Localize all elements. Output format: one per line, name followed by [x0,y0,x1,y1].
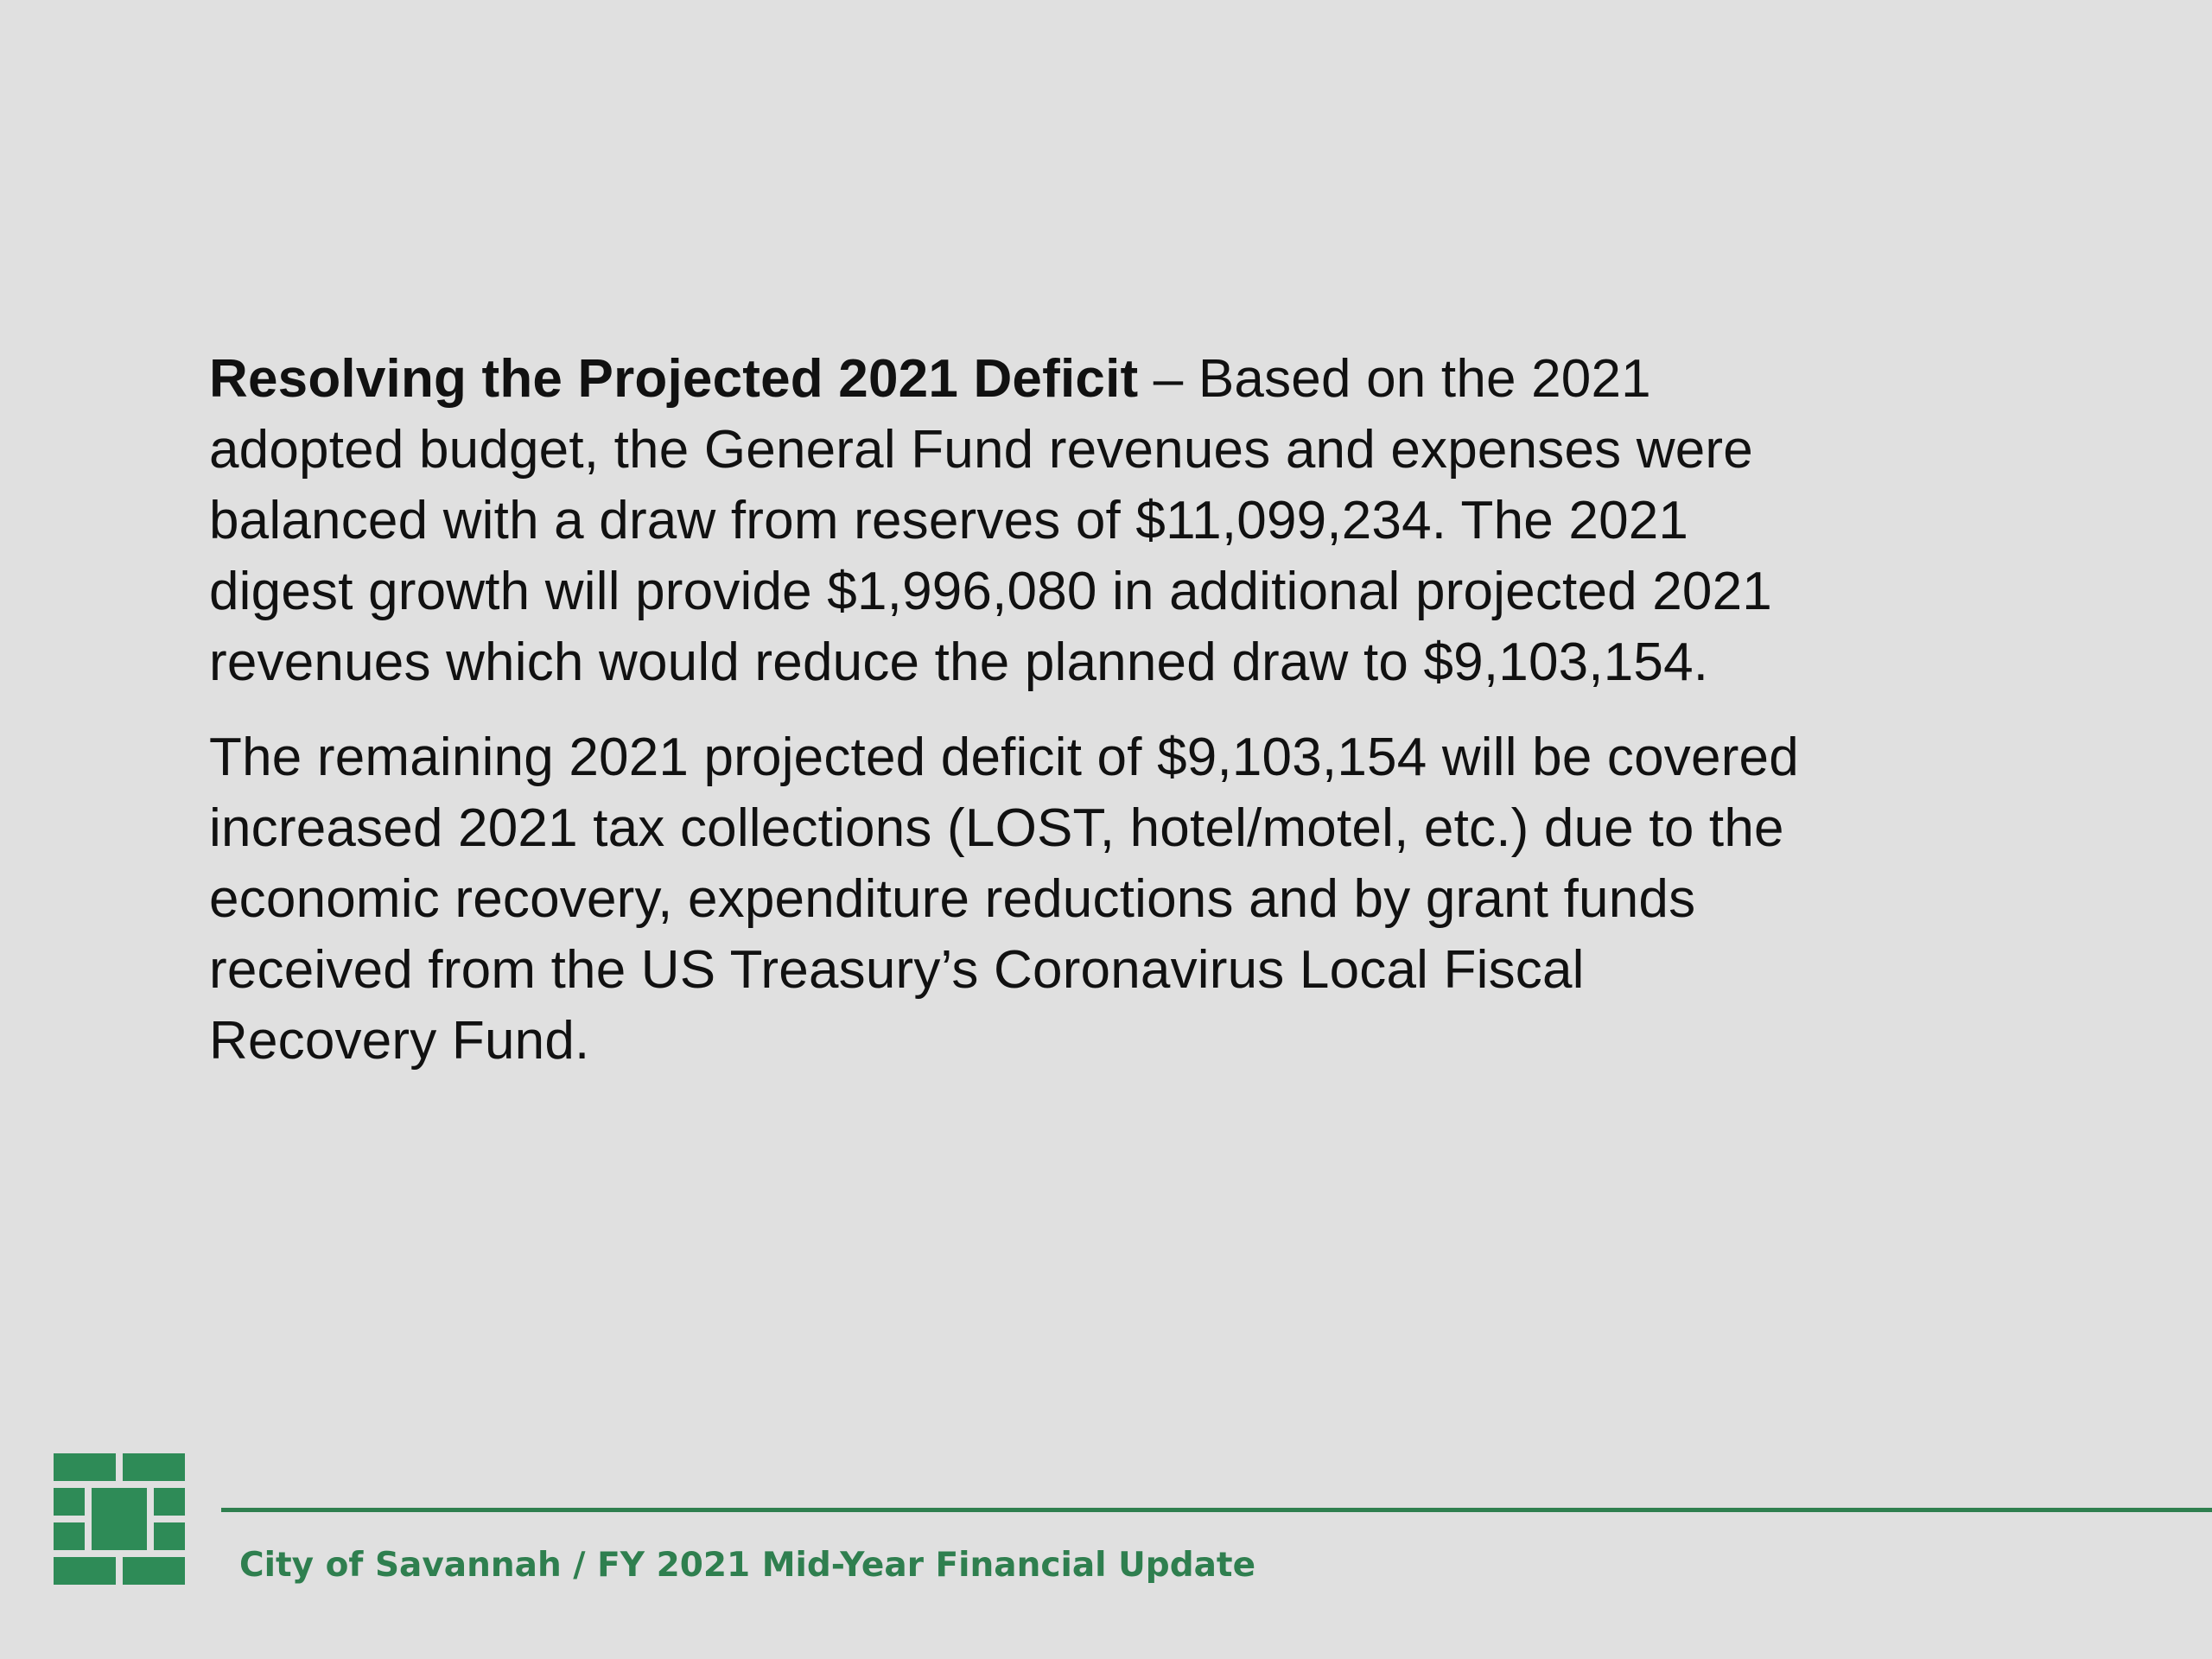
paragraph-2-line-2: increased 2021 tax collections (LOST, hotel/motel, etc.) due to the [209,798,1784,858]
paragraph-1-line-5: revenues which would reduce the planned draw to $9,103,154. [209,632,1709,692]
paragraph-2-line-4: received from the US Treasury’s Coronavirus Local Fiscal [209,940,1585,1000]
paragraph-1-line-1 [209,344,1937,415]
paragraph-2-line-5: Recovery Fund. [209,1011,590,1071]
deficit-paragraph [209,344,1937,698]
remaining-deficit-paragraph [209,722,1937,1077]
footer-divider [221,1508,2212,1512]
paragraph-1-line-4: digest growth will provide $1,996,080 in additional projected 2021 [209,562,1772,621]
footer-caption: City of Savannah / FY 2021 Mid-Year Financial Update [239,1546,1256,1585]
paragraph-2-line-3: economic recovery, expenditure reductions and by grant funds [209,869,1696,929]
section-title: Resolving the Projected 2021 Deficit [209,349,1139,409]
slide-body [209,344,1937,1077]
paragraph-1-line-1-text: – Based on the 2021 [1138,349,1651,409]
paragraph-1-line-3: balanced with a draw from reserves of $11,099,234. The 2021 [209,491,1689,550]
paragraph-1-line-2: adopted budget, the General Fund revenues and expenses were [209,420,1753,480]
paragraph-2-line-1: The remaining 2021 projected deficit of $9,103,154 will be covered [209,728,1799,787]
brick-wall-icon [54,1453,185,1585]
